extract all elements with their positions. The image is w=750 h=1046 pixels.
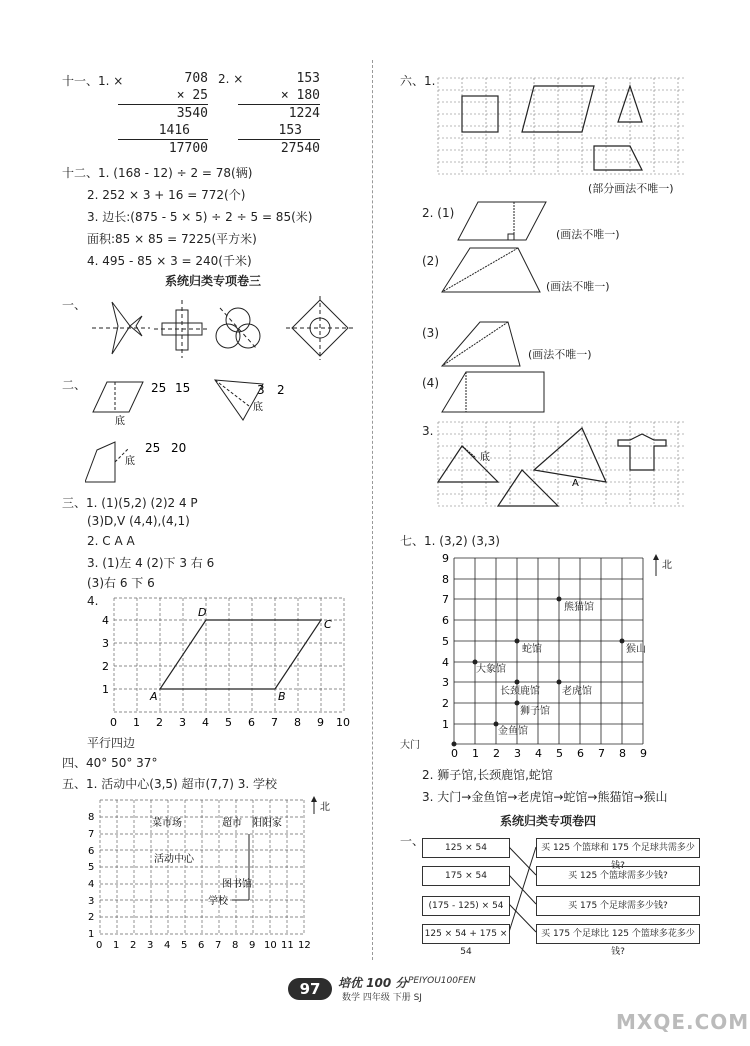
tick: 3: [147, 940, 154, 951]
tick: 2: [130, 940, 137, 951]
fig-6-2-3: [440, 320, 524, 370]
fig-trapezoid: [85, 442, 115, 482]
symmetry-figures: [90, 296, 360, 362]
shape-trapezoid: [594, 146, 642, 170]
zoo-place: 猴山: [626, 644, 646, 655]
tick: 6: [88, 846, 95, 857]
column-divider: [372, 60, 373, 960]
zoo-place: 大象馆: [476, 664, 506, 675]
zoo-place: 老虎馆: [562, 686, 592, 697]
north-label: 北: [662, 560, 672, 571]
q6-3-text: A: [572, 478, 579, 489]
tick: 5: [442, 635, 449, 648]
coordinate-grid-4: [100, 590, 360, 730]
q7-2: 2. 狮子馆,长颈鹿馆,蛇馆: [422, 768, 553, 782]
fig-arrow-tail: [130, 316, 142, 336]
tick: 6: [442, 614, 449, 627]
tick: 3: [442, 676, 449, 689]
match-right-item: 买 125 个篮球需多少钱?: [536, 866, 700, 886]
tick: 7: [271, 716, 278, 729]
q12-line: 3. 边长:(875 - 5 × 5) ÷ 2 ÷ 5 = 85(米): [87, 210, 313, 224]
tick: 6: [577, 747, 584, 758]
q3-line: 三、1. (1)(5,2) (2)2 4 P: [62, 496, 198, 510]
q4-line: 四、40° 50° 37°: [62, 756, 158, 770]
tick: 1: [133, 716, 140, 729]
calc2-line: 1224: [288, 106, 320, 121]
tick: 9: [317, 716, 324, 729]
q3-line: 3. (1)左 4 (2)下 3 右 6: [87, 556, 215, 570]
zoo-place: 狮子馆: [520, 706, 550, 717]
shape-name: 平行四边: [87, 736, 136, 750]
tick: 2: [493, 747, 500, 758]
draw-grid-2: [436, 420, 688, 512]
tick: 6: [198, 940, 205, 951]
zoo-place: 大门: [400, 740, 420, 751]
page-number: 97: [288, 978, 332, 1000]
tick: 3: [102, 637, 109, 650]
calc1-line: 3540: [176, 106, 208, 121]
calc1-line: 1416: [118, 122, 208, 140]
q2-base-label: 底: [115, 416, 125, 427]
calc2-line: 27540: [280, 141, 320, 156]
tick: 2: [442, 697, 449, 710]
tick: 9: [249, 940, 256, 951]
q11-label: 十一、1. ×: [62, 74, 124, 88]
map-label: 图书馆: [222, 879, 252, 890]
tick: 9: [640, 747, 647, 758]
fig-6-2-2: [440, 246, 544, 294]
q6-3-text: 底: [480, 452, 490, 463]
calc2-line: 153: [296, 71, 320, 86]
q12-line: 4. 495 - 85 × 3 = 240(千米): [87, 254, 252, 268]
q12-line: 十二、1. (168 - 12) ÷ 2 = 78(辆): [62, 166, 253, 180]
zoo-place: 长颈鹿馆: [500, 686, 540, 697]
point-label: C: [324, 618, 332, 631]
tick: 12: [298, 940, 311, 951]
tick: 9: [442, 552, 449, 565]
brand-name: 培优 100 分: [338, 976, 408, 990]
q3-line: (3)D,V (4,4),(4,1): [87, 514, 190, 528]
tick: 2: [102, 660, 109, 673]
brand-en: PEIYOU100FEN: [408, 976, 476, 986]
tick: 1: [472, 747, 479, 758]
q7-3: 3. 大门→金鱼馆→老虎馆→蛇馆→熊猫馆→猴山: [422, 790, 668, 804]
calc2-line: × 180: [238, 87, 320, 105]
point-label: B: [278, 690, 286, 703]
fig-triangle: [215, 380, 263, 420]
q2-num: 3: [257, 383, 265, 397]
tick: 7: [88, 829, 95, 840]
zoo-map: [394, 548, 684, 758]
tick: 1: [102, 683, 109, 696]
tick: 10: [336, 716, 350, 729]
q6-2-label: 2. (1): [422, 206, 455, 220]
zoo-place: 熊猫馆: [564, 602, 594, 613]
q1-label: 一、: [62, 298, 87, 312]
zoo-place: 金鱼馆: [498, 726, 528, 737]
match-left-item: 125 × 54 + 175 × 54: [422, 924, 510, 944]
tick: 2: [156, 716, 163, 729]
tick: 0: [110, 716, 117, 729]
north-label: 北: [320, 802, 330, 813]
match-right-item: 买 175 个足球比 125 个篮球多花多少钱?: [536, 924, 700, 944]
q2-num: 2: [277, 383, 285, 397]
tick: 1: [442, 718, 449, 731]
q3-line: 4.: [87, 594, 99, 608]
height-figures: [85, 372, 315, 490]
shape-parallelogram: [522, 86, 594, 132]
note: (画法不唯一): [556, 228, 620, 241]
tick: 4: [442, 656, 449, 669]
fig-parallelogram: [93, 382, 143, 412]
tick: 1: [88, 929, 95, 940]
q12-line: 面积:85 × 85 = 7225(平方米): [87, 232, 257, 246]
footer-subtitle: 数学 四年级 下册 SJ: [342, 993, 422, 1003]
shape-triangle-b: [534, 428, 606, 482]
calc1-line: × 25: [118, 87, 208, 105]
q6-2-label: (4): [422, 376, 439, 390]
tick: 0: [451, 747, 458, 758]
q2-label: 二、: [62, 378, 87, 392]
section4-title: 系统归类专项卷四: [500, 814, 597, 828]
tick: 5: [556, 747, 563, 758]
q12-line: 2. 252 × 3 + 16 = 772(个): [87, 188, 246, 202]
match-right-item: 买 125 个篮球和 175 个足球共需多少钱?: [536, 838, 700, 858]
fig-circle-top: [226, 308, 250, 332]
parallelogram-abcd: [160, 620, 321, 689]
tick: 4: [202, 716, 209, 729]
shape-arrow: [618, 434, 666, 470]
draw-grid-1: [436, 76, 688, 176]
tick: 11: [281, 940, 294, 951]
q7-label: 七、1. (3,2) (3,3): [400, 534, 500, 548]
match-right-item: 买 175 个足球需多少钱?: [536, 896, 700, 916]
match-left-item: 125 × 54: [422, 838, 510, 858]
q2-num: 20: [171, 441, 187, 455]
q2-base-label: 底: [125, 456, 135, 467]
shape-triangle-c: [498, 470, 558, 506]
calc1-line: 17700: [168, 141, 208, 156]
tick: 10: [264, 940, 277, 951]
q6-2-label: (2): [422, 254, 439, 268]
point-label: D: [198, 606, 207, 619]
tick: 7: [442, 593, 449, 606]
tick: 3: [179, 716, 186, 729]
tick: 7: [215, 940, 222, 951]
point-label: A: [150, 690, 158, 703]
fig-6-2-4: [440, 370, 548, 416]
tick: 3: [88, 896, 95, 907]
q2-base-label: 底: [253, 402, 263, 413]
tick: 8: [232, 940, 239, 951]
calc1-line: 708: [184, 71, 208, 86]
match-left-item: (175 - 125) × 54: [422, 896, 510, 916]
tick: 7: [598, 747, 605, 758]
q11-label-2: 2. ×: [218, 72, 244, 86]
tick: 0: [96, 940, 103, 951]
tick: 8: [442, 573, 449, 586]
match-left-item: 175 × 54: [422, 866, 510, 886]
calc2-line: 153: [238, 122, 320, 140]
map-label: 菜市场: [152, 818, 182, 829]
tick: 4: [535, 747, 542, 758]
tick: 6: [248, 716, 255, 729]
tick: 2: [88, 912, 95, 923]
tick: 8: [619, 747, 626, 758]
q3-line: (3)右 6 下 6: [87, 576, 155, 590]
map-label: 阳阳家: [252, 818, 282, 829]
tick: 3: [514, 747, 521, 758]
tick: 1: [113, 940, 120, 951]
tick: 8: [294, 716, 301, 729]
fig-6-2-1: [456, 200, 552, 244]
section3-title: 系统归类专项卷三: [165, 274, 262, 288]
calc-2: [238, 70, 320, 157]
map-label: 学校: [208, 896, 228, 907]
zoo-place: 蛇馆: [522, 644, 542, 655]
q2-num: 25: [151, 381, 167, 395]
q1-label-r: 一、: [400, 834, 425, 848]
watermark: MXQE.COM: [616, 1010, 750, 1034]
tick: 4: [88, 879, 95, 890]
tick: 4: [164, 940, 171, 951]
map-label: 活动中心: [154, 854, 194, 865]
note: (画法不唯一): [546, 280, 610, 293]
q6-2-label: (3): [422, 326, 439, 340]
tick: 5: [225, 716, 232, 729]
tick: 5: [88, 862, 95, 873]
calc-1: [118, 70, 208, 157]
tick: 4: [102, 614, 109, 627]
q5-line: 五、1. 活动中心(3,5) 超市(7,7) 3. 学校: [62, 777, 278, 791]
q6-label: 六、1.: [400, 74, 436, 88]
map-label: 超市: [222, 818, 242, 829]
q2-num: 15: [175, 381, 191, 395]
tick: 8: [88, 812, 95, 823]
note-1: (部分画法不唯一): [588, 182, 674, 195]
tick: 5: [181, 940, 188, 951]
match-lines: [509, 838, 537, 946]
note: (画法不唯一): [528, 348, 592, 361]
q6-3-label: 3.: [422, 424, 434, 438]
school-map: [84, 792, 334, 952]
q2-num: 25: [145, 441, 161, 455]
q3-line: 2. C A A: [87, 534, 135, 548]
